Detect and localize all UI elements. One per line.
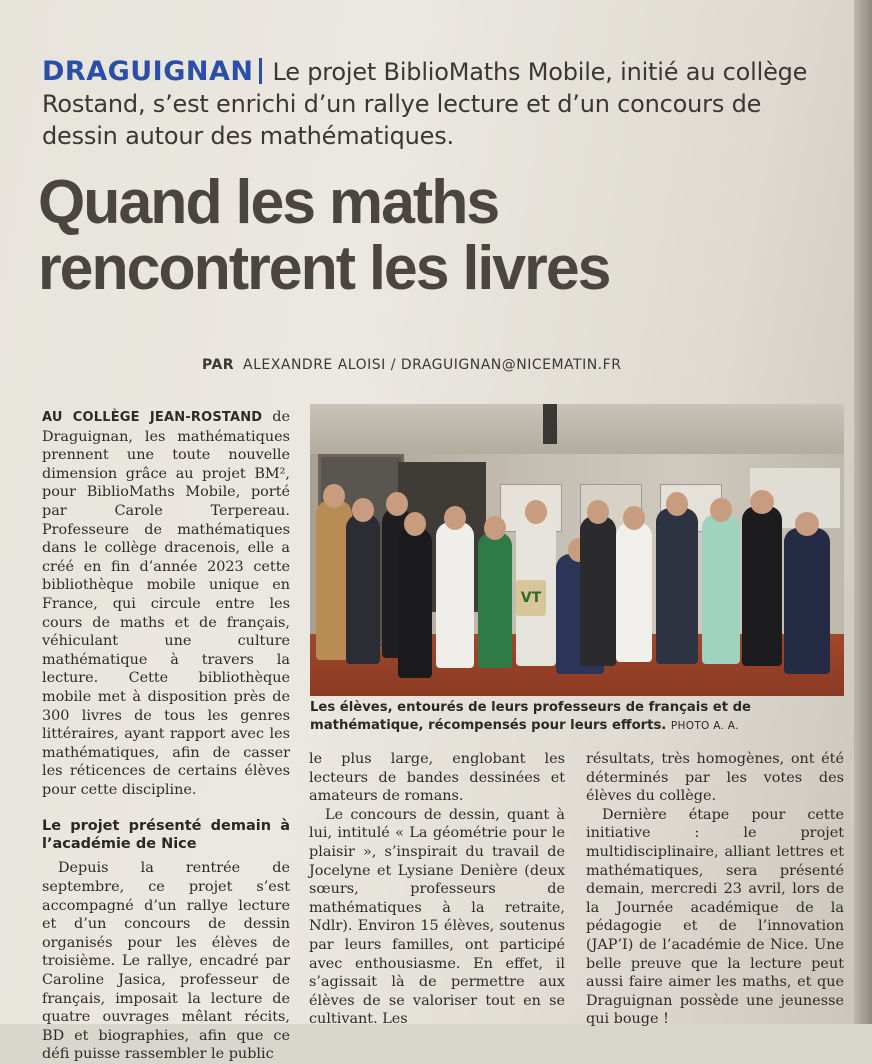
photo-credit: PHOTO A. A. (670, 720, 739, 732)
photo-person-head (710, 498, 732, 522)
photo-person-head (525, 500, 547, 524)
photo-tote-bag: VT (516, 580, 546, 616)
article-para-1 (42, 408, 290, 799)
photo-person (742, 506, 782, 666)
photo-person (580, 516, 616, 666)
byline-par: PAR (202, 357, 235, 373)
photo-person-head (444, 506, 466, 530)
photo-person (436, 522, 474, 668)
page-edge (854, 0, 872, 1024)
article-column-2 (309, 750, 565, 1029)
photo-ceiling (310, 404, 844, 454)
photo-person-head (386, 492, 408, 516)
photo-post (543, 404, 557, 444)
photo-person-head (404, 512, 426, 536)
article-para-1-text: de Draguignan, les mathématiques prennent une toute nouvelle dimension grâce au projet BM², pour BiblioMaths Mobile, porté par Carole Terpereau. Professeure de mathématiques dans le collège dracenois, elle a créé en fin d’année 2023 cette bibliothèque mobile unique en France, qui circule entre les cours de maths et de français, véhiculant une culture mathématique à travers la lecture. Cette bibliothèque mobile met à disposition près de 300 livres de tous les genres littéraires, ayant rapport avec les mathématiques, afin de casser les réticences de certains élèves pour cette discipline. (42, 409, 291, 798)
headline-line-2: rencontrent les livres (38, 234, 610, 303)
photo-person-head (587, 500, 609, 524)
article-para-3b: résultats, très homogènes, ont été déterminés par les votes des élèves du collège. (586, 751, 844, 805)
photo-person-head (323, 484, 345, 508)
photo-person-head (352, 498, 374, 522)
photo-caption-text: Les élèves, entourés de leurs professeurs de français et de mathématique, récompensés pour leurs efforts. (310, 700, 751, 733)
kicker-separator (259, 58, 262, 84)
article-column-3 (586, 750, 844, 1029)
byline (202, 357, 621, 373)
photo-person (656, 508, 698, 664)
group-photo (310, 404, 844, 696)
article-para-2a: Depuis la rentrée de septembre, ce projet s’est accompagné d’un rallye lecture et d’un concours de dessin organisés pour les élèves de troisième. Le rallye, encadré par Caroline Jasica, professeur de français, imposait la lecture de quatre ouvrages mêlant récits, BD et biographies, afin que ce défi puisse rassembler le public (42, 860, 290, 1063)
byline-author: ALEXANDRE ALOISI / DRAGUIGNAN@NICEMATIN.FR (243, 357, 622, 373)
city-label: DRAGUIGNAN (42, 56, 254, 87)
photo-person-head (623, 506, 645, 530)
kicker (42, 56, 832, 152)
photo-person-head (750, 490, 774, 514)
article-lead-in: AU COLLÈGE JEAN-ROSTAND (42, 410, 263, 425)
photo-person (784, 528, 830, 674)
photo-person (398, 528, 432, 678)
headline-line-1: Quand les maths (38, 168, 499, 237)
article-para-2b: le plus large, englobant les lecteurs de bandes dessinées et amateurs de romans. (309, 751, 565, 805)
article-column-1 (42, 408, 290, 1064)
photo-person-head (795, 512, 819, 536)
photo-person (702, 514, 740, 664)
article-para-4: Dernière étape pour cette initiative : le projet multidisciplinaire, alliant lettres et mathématiques, sera présenté demain, mercredi 23 avril, lors de la Journée académique de la pédagogie et de l’innovation (JAP’I) de l’académie de Nice. Une belle preuve que la lecture peut aussi faire aimer les maths, et que Draguignan possède une jeunesse qui bouge ! (586, 806, 844, 1028)
article-subhead: Le projet présenté demain à l’académie de Nice (42, 818, 290, 853)
photo-person (478, 532, 512, 668)
photo-person-head (666, 492, 688, 516)
photo-person-head (484, 516, 506, 540)
photo-caption (310, 699, 844, 735)
photo-person (616, 522, 652, 662)
article-para-3: Le concours de dessin, quant à lui, intitulé « La géométrie pour le plaisir », s’inspirait du travail de Jocelyne et Lysiane Denière (deux sœurs, professeurs de mathématiques à la retraite, Ndlr). Environ 15 élèves, soutenus par leurs familles, ont participé avec enthousiasme. En effet, il s’agissait là de permettre aux élèves de se valoriser tout en se cultivant. Les (309, 806, 565, 1028)
photo-person (346, 514, 380, 664)
headline (38, 170, 822, 302)
kicker-text: Le projet BiblioMaths Mobile, initié au collège Rostand, s’est enrichi d’un rallye lecture et d’un concours de dessin autour des mathématiques. (42, 58, 808, 150)
